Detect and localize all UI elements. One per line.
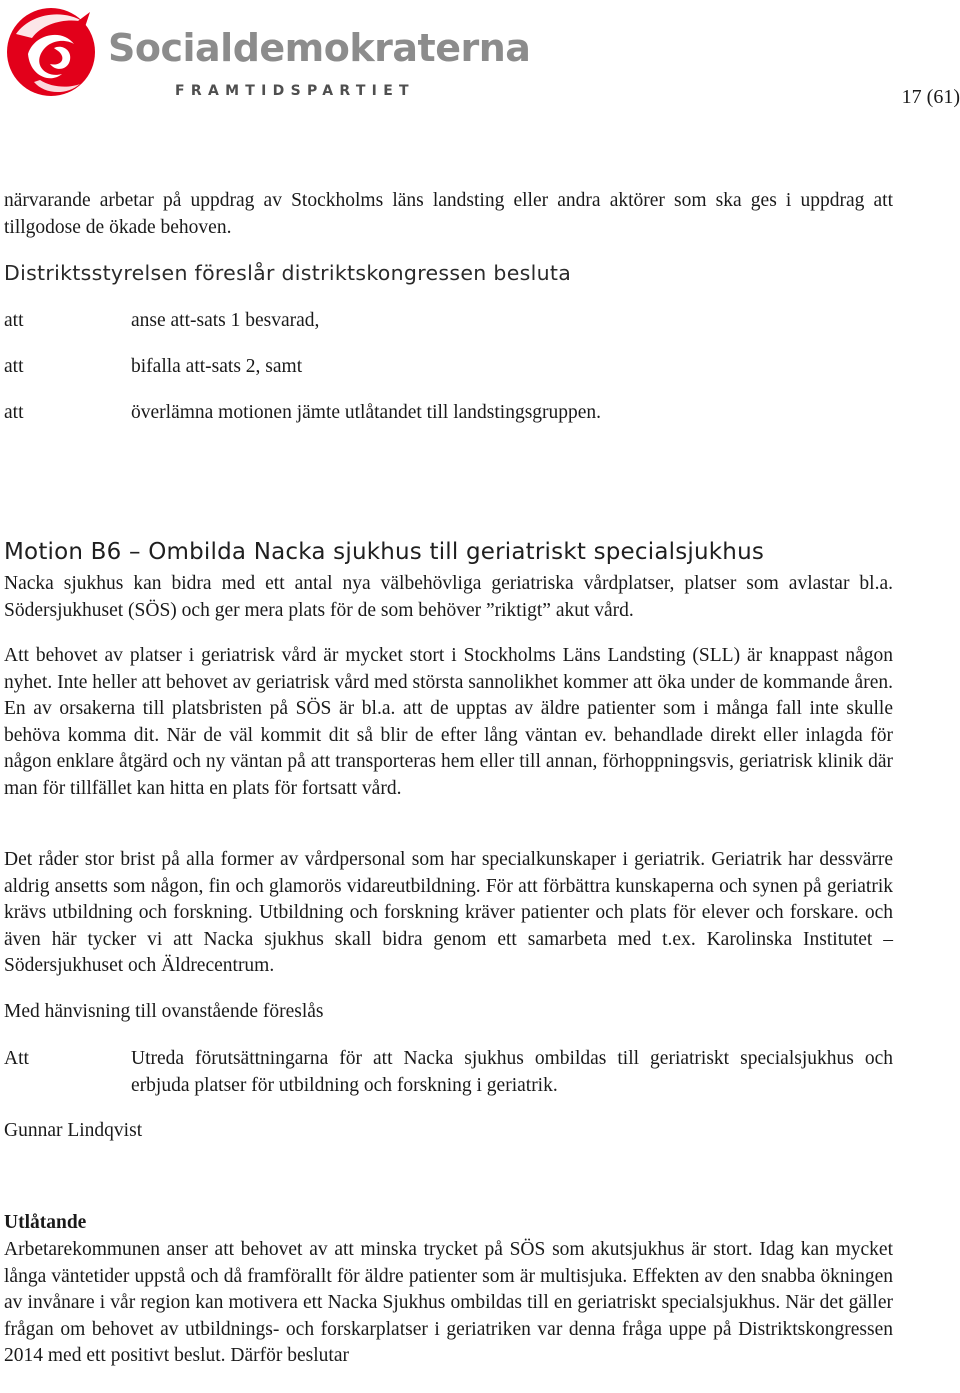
page-number: 17 (61): [901, 86, 960, 108]
proposal-item: [0, 400, 900, 428]
logo-wordmark: Socialdemokraterna: [108, 26, 531, 70]
proposal-item: [0, 354, 900, 382]
motion-title: Motion B6 – Ombilda Nacka sjukhus till geriatriskt specialsjukhus: [4, 539, 765, 565]
motion-paragraph: Nacka sjukhus kan bidra med ett antal nya välbehövliga geriatriska vårdplatser, platser som avlastar bl.a. Södersjukhuset (SÖS) och ger mera plats för de som behöver ”riktigt” akut vård.: [4, 573, 893, 621]
motion-proposal-keyword: Att: [4, 1048, 29, 1069]
motion-paragraph: Att behovet av platser i geriatrisk vård är mycket stort i Stockholms Läns Landsting (SLL) är knappast någon nyhet. Inte heller att behovet av geriatrisk vård med största sannolikhet kommer att öka under de kommande åren. En av orsakerna till platsbristen på SÖS är bl.a. att de upptas av äldre patienter som i många fall inte skulle behöva komma dit. När de väl kommit dit så blir de efter lång väntan ev. behandlade direkt eller inlagda för någon enklare åtgärd och ny väntan på att transporteras hem eller till annan, förhoppningsvis, geriatrisk klinik där man för tillfället kan hitta en plats för fortsatt vård.: [4, 645, 893, 799]
statement-heading: Utlåtande: [4, 1212, 87, 1233]
motion-proposal-intro: Med hänvisning till ovanstående föreslås: [4, 1001, 324, 1022]
proposal-heading: Distriktsstyrelsen föreslår distriktskongressen besluta: [4, 261, 572, 285]
proposal-item-keyword: att: [4, 402, 24, 423]
party-logo: [4, 4, 531, 104]
proposal-item-keyword: att: [4, 356, 24, 377]
motion-author: Gunnar Lindqvist: [4, 1120, 143, 1141]
intro-paragraph: närvarande arbetar på uppdrag av Stockholms läns landsting eller andra aktörer som ska ges i uppdrag att tillgodose de ökade behoven.: [4, 190, 893, 238]
statement-paragraph: Arbetarekommunen anser att behovet av att minska trycket på SÖS som akutsjukhus är stort. Idag kan mycket långa väntetider uppstå och då framförallt för äldre patienter som är multisjuka. Effekten av den snabba ökningen av invånare i vår region kan motivera ett Nacka Sjukhus ombildas till en geriatriskt specialsjukhus. När det gäller frågan om behovet av utbildnings- och forskarplatser i geriatriken var denna fråga uppe på Distriktskongressen 2014 med ett positivt beslut. Därför beslutar: [4, 1239, 893, 1366]
rose-icon: [4, 4, 102, 102]
motion-paragraph: Det råder stor brist på alla former av vårdpersonal som har specialkunskaper i geriatrik. Geriatrik har dessvärre aldrig ansetts som någon, fin och glamorös vidareutbildning. För att förbättra kunskaperna och synen på geriatrik krävs utbildning och forskning. Utbildning och forskning kräver patienter och plats för elever och forskare. och även här tycker vi att Nacka sjukhus skall bidra genom ett samarbeta med t.ex. Karolinska Institutet – Södersjukhuset och Äldrecentrum.: [4, 849, 893, 976]
proposal-item-text: anse att-sats 1 besvarad,: [131, 310, 320, 331]
motion-proposal-text: Utreda förutsättningarna för att Nacka sjukhus ombildas till geriatriskt specialsjukhus och erbjuda platser för utbildning och forskning i geriatrik.: [131, 1048, 893, 1096]
proposal-item-text: bifalla att-sats 2, samt: [131, 356, 303, 377]
logo-tagline: FRAMTIDSPARTIET: [175, 83, 415, 99]
proposal-item-text: överlämna motionen jämte utlåtandet till landstingsgruppen.: [131, 402, 602, 423]
proposal-item-keyword: att: [4, 310, 24, 331]
proposal-item: [0, 308, 900, 336]
